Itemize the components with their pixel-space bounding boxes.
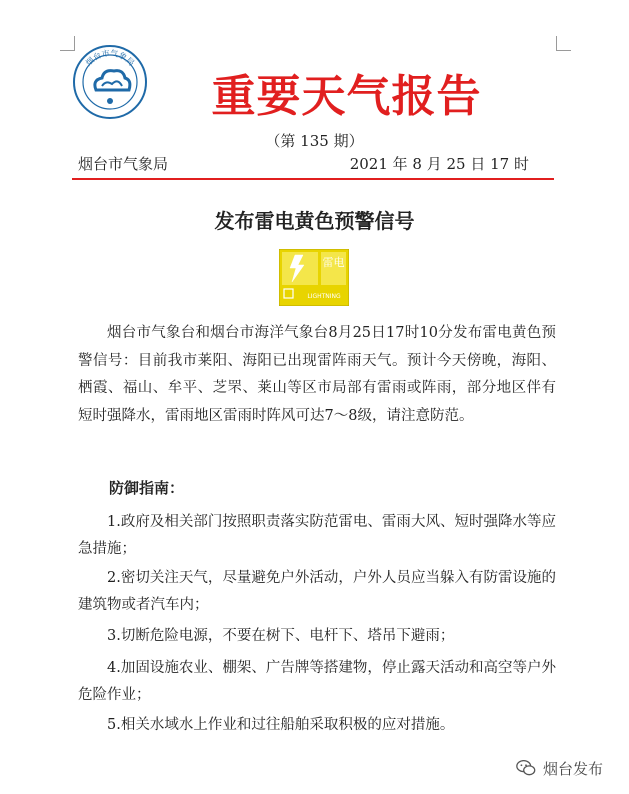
- notice-heading: 发布雷电黄色预警信号: [214, 209, 415, 233]
- svg-text:雷电: 雷电: [322, 256, 345, 269]
- issuing-agency: 烟台市气象局: [78, 155, 169, 173]
- guide-item: 1.政府及相关部门按照职责落实防范雷电、雷雨大风、短时强降水等应急措施；: [78, 514, 556, 557]
- report-title: 重要天气报告: [211, 71, 482, 122]
- guide-item: 3.切断危险电源，不要在树下、电杆下、塔吊下避雨；: [107, 628, 455, 644]
- issue-number: （第 135 期）: [265, 132, 364, 150]
- watermark-text: 烟台发布: [542, 759, 603, 778]
- issue-datetime: 2021 年 8 月 25 日 17 时: [349, 155, 529, 173]
- svg-text:LIGHTNING: LIGHTNING: [307, 293, 341, 300]
- guide-item: 5.相关水域水上作业和过往船舶采取积极的应对措施。: [107, 717, 455, 733]
- guide-item: 2.密切关注天气，尽量避免户外活动，户外人员应当躲入有防雷设施的建筑物或者汽车内；: [78, 570, 556, 613]
- lightning-yellow-warning-icon: [279, 249, 349, 306]
- wechat-account-watermark: [515, 757, 603, 779]
- notice-body: 烟台市气象台和烟台市海洋气象台8月25日17时10分发布雷电黄色预警信号：目前我市莱阳、海阳已出现雷阵雨天气。预计今天傍晚，海阳、栖霞、福山、牟平、芝罘、莱山等区市局部有雷雨或阵雨，部分地区伴有短时强降水，雷雨地区雷雨时阵风可达7～8级，请注意防范。: [78, 325, 556, 424]
- guide-title: 防御指南：: [109, 479, 185, 497]
- svg-text:烟台市气象局: 烟台市气象局: [84, 48, 136, 68]
- guide-item: 4.加固设施农业、棚架、广告牌等搭建物，停止露天活动和高空等户外危险作业；: [78, 660, 556, 703]
- header-divider: [72, 178, 554, 180]
- wechat-icon: [515, 757, 537, 779]
- crop-mark-right: [556, 36, 571, 51]
